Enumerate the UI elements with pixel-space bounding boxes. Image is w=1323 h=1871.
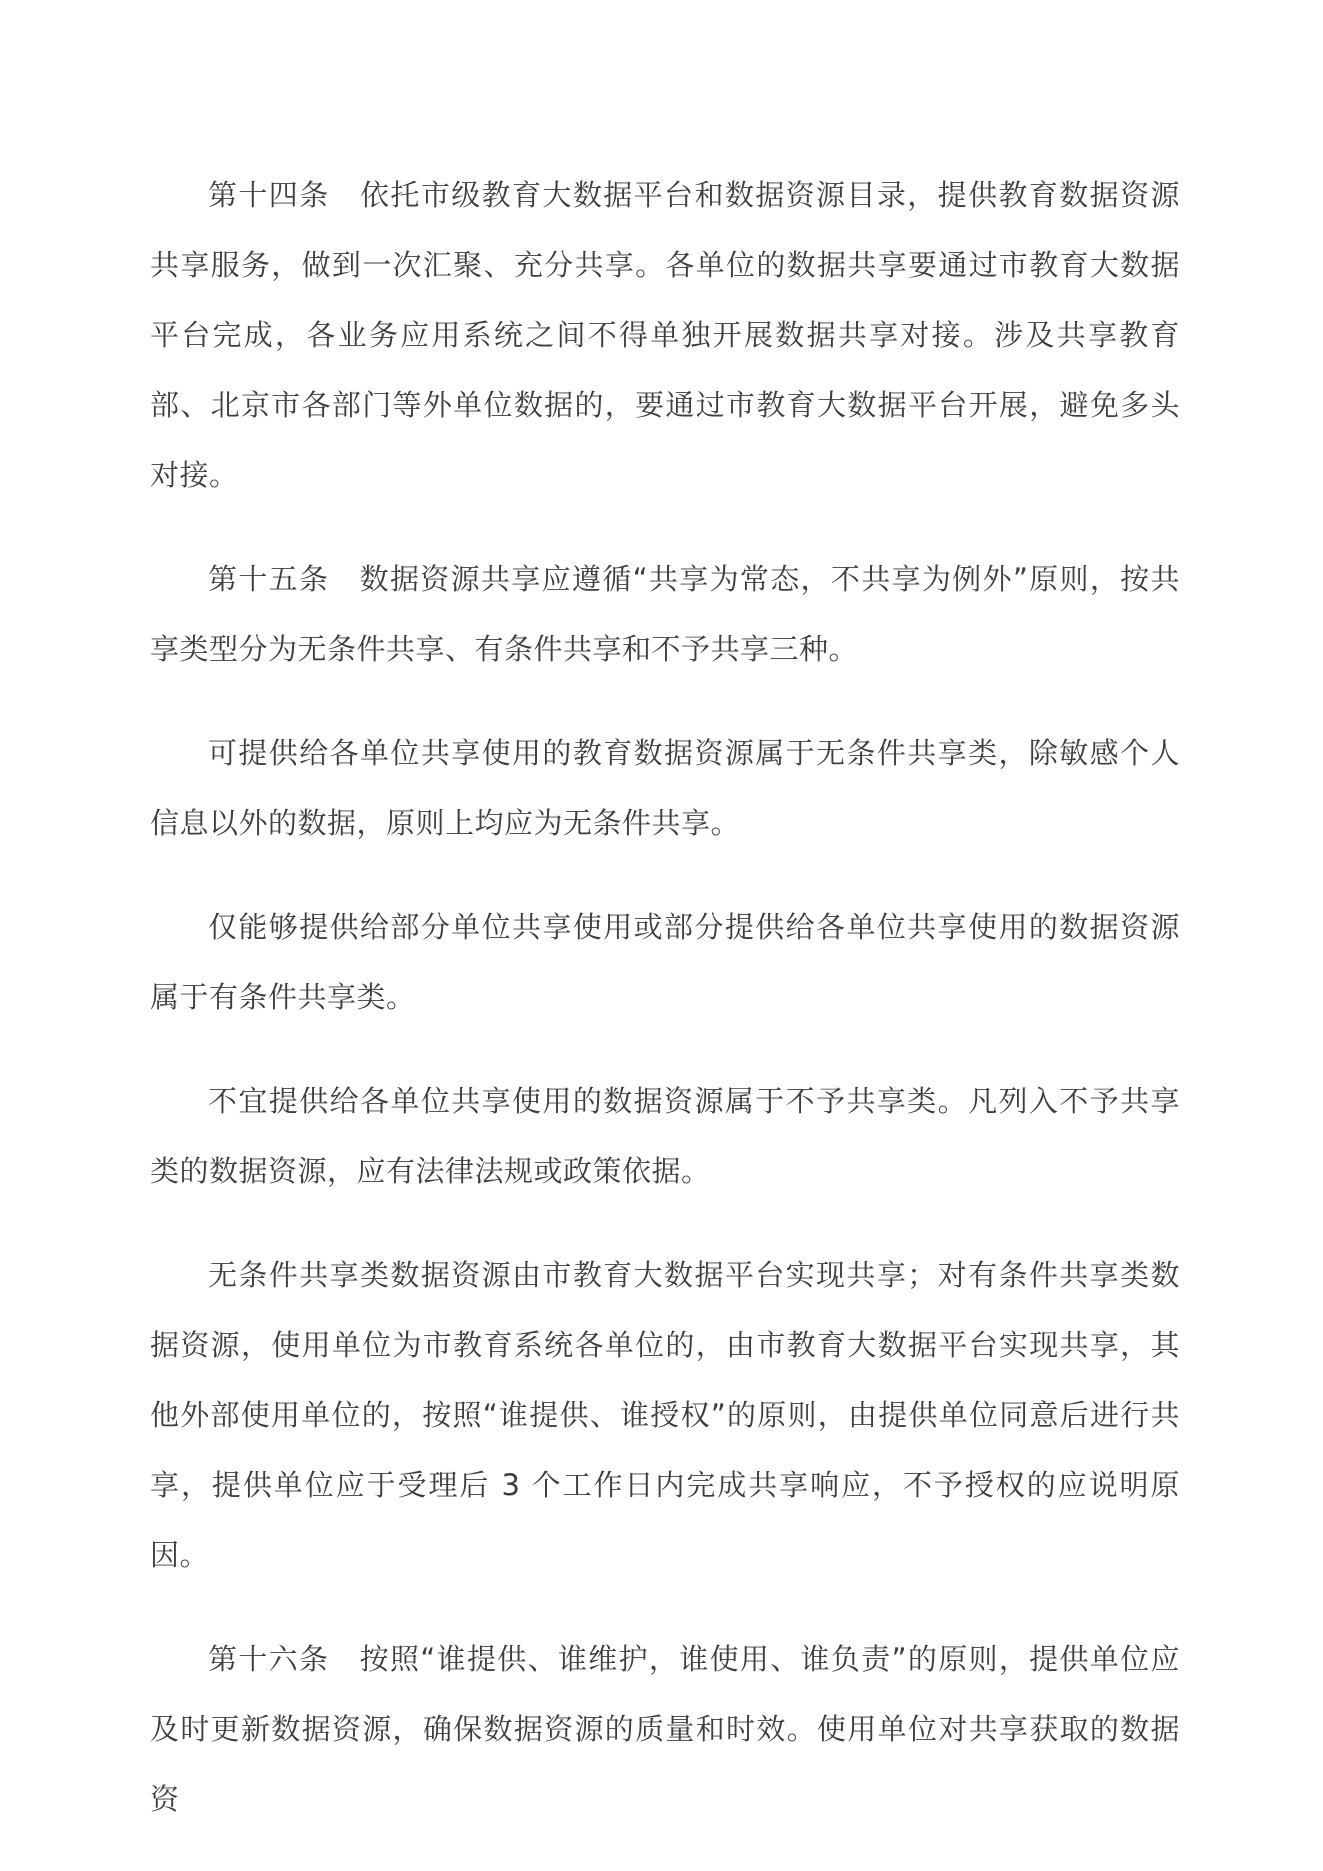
paragraph-article-16: 第十六条 按照“谁提供、谁维护，谁使用、谁负责”的原则，提供单位应及时更新数据资源，确保数据资源的质量和时效。使用单位对共享获取的数据资 xyxy=(150,1642,1180,1816)
paragraph-article-15-not-shared: 不宜提供给各单位共享使用的数据资源属于不予共享类。凡列入不予共享类的数据资源，应有法律法规或政策依据。 xyxy=(150,1084,1180,1188)
paragraph-article-15: 第十五条 数据资源共享应遵循“共享为常态，不共享为例外”原则，按共享类型分为无条件共享、有条件共享和不予共享三种。 xyxy=(150,562,1180,666)
paragraph-article-15-unconditional-sharing: 可提供给各单位共享使用的教育数据资源属于无条件共享类，除敏感个人信息以外的数据，原则上均应为无条件共享。 xyxy=(150,736,1180,840)
paragraph-article-14: 第十四条 依托市级教育大数据平台和数据资源目录，提供教育数据资源共享服务，做到一次汇聚、充分共享。各单位的数据共享要通过市教育大数据平台完成，各业务应用系统之间不得单独开展数据共享对接。涉及共享教育部、北京市各部门等外单位数据的，要通过市教育大数据平台开展，避免多头对接。 xyxy=(150,178,1180,492)
paragraph-article-15-conditional-sharing: 仅能够提供给部分单位共享使用或部分提供给各单位共享使用的数据资源属于有条件共享类。 xyxy=(150,910,1180,1014)
paragraph-article-15-implementation: 无条件共享类数据资源由市教育大数据平台实现共享；对有条件共享类数据资源，使用单位为市教育系统各单位的，由市教育大数据平台实现共享，其他外部使用单位的，按照“谁提供、谁授权”的原则，由提供单位同意后进行共享，提供单位应于受理后 3 个工作日内完成共享响应，不予授权的应说明原因。 xyxy=(150,1258,1180,1572)
